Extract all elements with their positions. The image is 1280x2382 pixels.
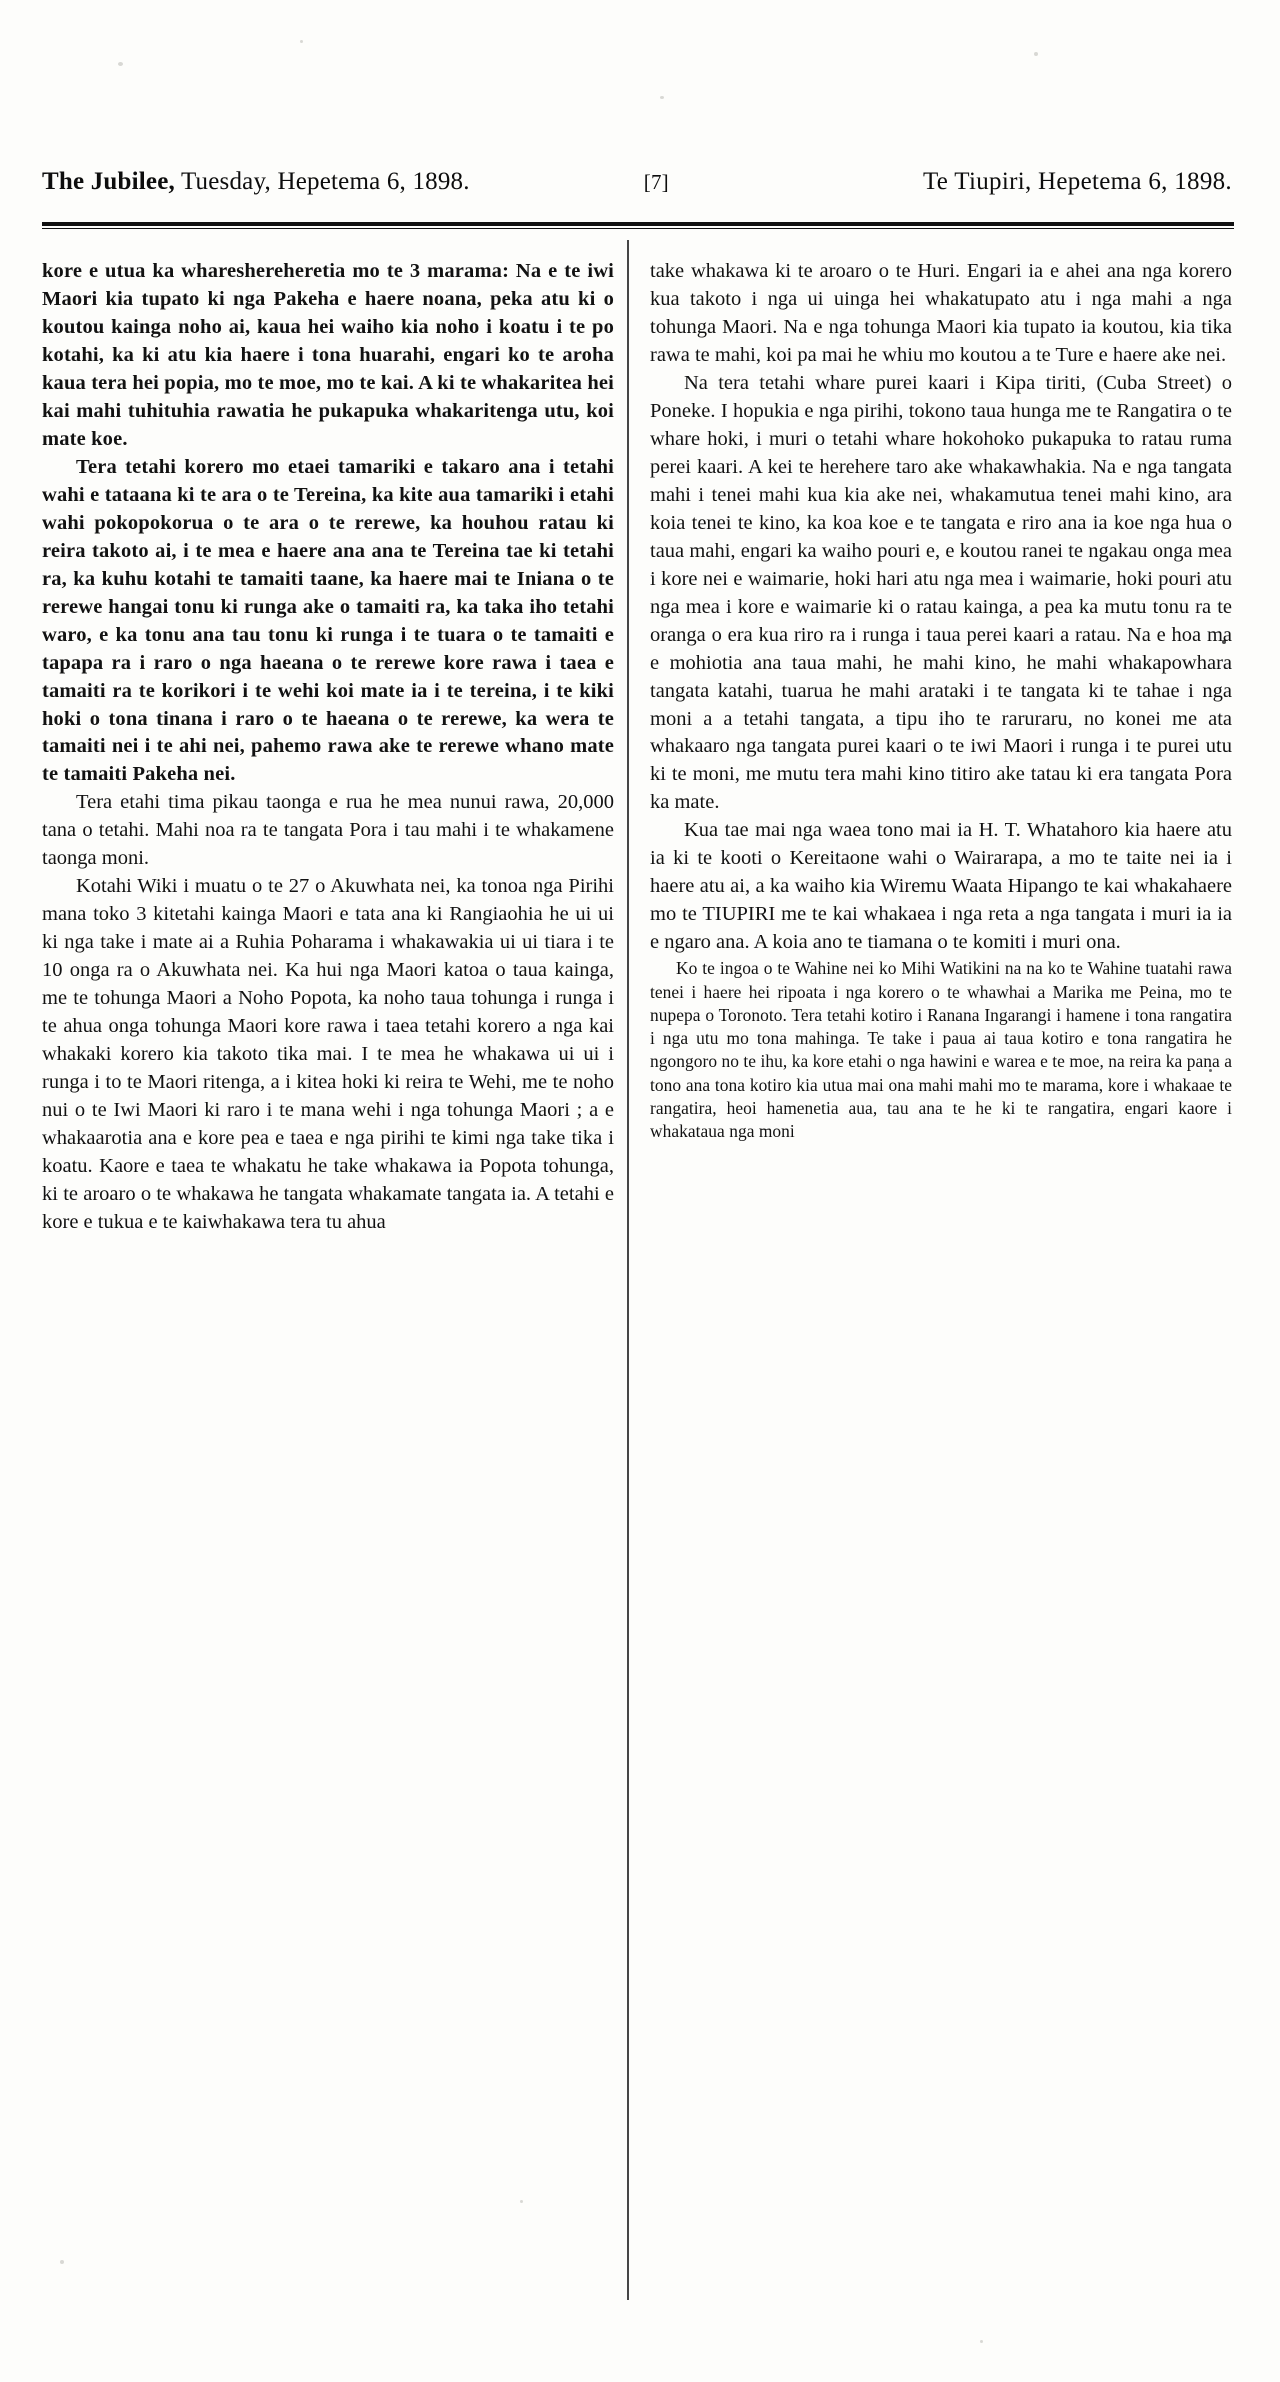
header-left-date: Tuesday, Hepetema 6, 1898. (174, 168, 470, 195)
paper-speck (660, 96, 664, 99)
column-divider (627, 240, 629, 2300)
paragraph: Kua tae mai nga waea tono mai ia H. T. Whatahoro kia haere atu ia ki te kooti o Kereitaone wahi o Wairarapa, a mo te taite nei ia i haere atu ai, a ka waiho kia Wiremu Waata Hipango te kai whakahaere mo te TIUPIRI me te kai whakaea i nga reta a nga tangata i muri ia ia e ngaro ana. A koia ano te tiamana o te komiti i muri ona. (650, 819, 1232, 954)
paper-speck (300, 40, 303, 43)
paper-speck (520, 2200, 523, 2203)
paper-speck (1034, 52, 1038, 56)
header-rule-thin (42, 228, 1234, 229)
paragraph-small: Ko te ingoa o te Wahine nei ko Mihi Watikini na na ko te Wahine tuatahi rawa tenei i haere hei ripoata i nga korero o te whawhai a Marika me Peina, mo te nupepa o Toronoto. Tera tetahi kotiro i Ranana Ingarangi i hamene i tona rangatira i nga utu mo tona mahinga. Te take i paua ai taua kotiro e tona rangatira he ngongoro no te ihu, ka kore etahi o nga hawini e warea e te moe, na reira ka pana a tono ana tona kotiro kia utua mai ona mahi mahi mo te marama, kore i whakaae te rangatira, heoi hamenetia aua, tau ana te he ki te rangatira, engari kaore i whakataua nga moni (650, 958, 1232, 1142)
header-rule (42, 222, 1234, 226)
paragraph: take whakawa ki te aroaro o te Huri. Engari ia e ahei ana nga korero kua takoto i nga ui uinga hei whakatupato atu i nga mahi a nga tohunga Maori. Na e nga tohunga Maori kia tupato ia koutou, kia tika rawa te mahi, koi pa mai he whiu mo koutou a te Ture e haere ake nei. (650, 260, 1232, 366)
paragraph: Tera tetahi korero mo etaei tamariki e takaro ana i tetahi wahi e tataana ki te ara o te Tereina, ka kite aua tamariki i etahi wahi pokopokorua o te ara o te rerewe, ka houhou ratau ki reira takoto ai, i te mea e haere ana ana te Tereina tae ki tetahi ra, ka kuhu kotahi te tamaiti taane, ka haere mai te Iniana o te rerewe hangai tonu ki runga ake o tamaiti ra, ka taka iho tetahi waro, e ka tonu ana tau tonu ki runga i te tuara o te tamaiti e tapapa ra i raro o nga haeana o te rerewe kore rawa i taea e tamaiti ra te korikori i te wehi koi mate ia i te tereina, i te kiki hoki o tona tinana i raro o te haeana o te rerewe, ka wera te tamaiti nei i te ahi nei, pahemo rawa ake te rerewe whano mate te tamaiti Pakeha nei. (42, 455, 614, 786)
page-number: [7] (643, 170, 669, 194)
left-column (42, 258, 614, 1237)
header-right: Te Tiupiri, Hepetema 6, 1898. (922, 168, 1232, 195)
paper-speck (60, 2260, 64, 2264)
header-left (42, 168, 470, 196)
paragraph: Kotahi Wiki i muatu o te 27 o Akuwhata nei, ka tonoa nga Pirihi mana toko 3 kitetahi kainga Maori e tata ana ki Rangiaohia he ui ui ki nga take i mate ai a Ruhia Poharama i whakawakia ui ui tiara i te 10 onga ra o Akuwhata nei. Ka hui nga Maori katoa o taua kainga, me te tohunga Maori a Noho Popota, ka noho taua tohunga i runga i te ahua onga tohunga Maori kore rawa i taea tetahi korero a nga kai whakaki korero kia takoto tika mai. I te mea he whakawa ui ui i runga i to te Maori ritenga, a i kitea hoki ki reira te Wehi, me te noho nui o te Iwi Maori ki raro i te mana wehi i nga tohunga Maori ; a e whakaarotia ana e kore pea e taea e nga pirihi te kimi nga take tika i koatu. Kaore e taea te whakatu he take whakawa ia Popota tohunga, ki te aroaro o te whakawa he tangata whakamate tangata ia. A tetahi e kore e tukua e te kaiwhakawa tera tu ahua (42, 875, 614, 1233)
page-header (42, 168, 1232, 202)
paragraph: Na tera tetahi whare purei kaari i Kipa tiriti, (Cuba Street) o Poneke. I hopukia e nga pirihi, tokono taua hunga me te Rangatira o te whare hoki, i muri o tetahi whare hokohoko pukapuka to ratau ruma perei kaari. A kei te herehere taro ake whakawhakia. Na e nga tangata mahi i tenei mahi kua kia ake nei, whakamutua tenei mahi kino, ara koia tenei te kino, ka koa koe e te tangata e riro ana ia koe nga hua o taua mahi, engari ka waiho pouri e, e koutou ranei te ngakau onga mea i kore nei e waimarie, hoki hari atu nga mea i waimarie, hoki pouri atu nga mea i kore e waimarie ki o ratau kainga, a pea ka mutu tonu ra te oranga o era kua riro ra i runga i taua perei kaari a ratau. Na e hoa ma e mohiotia ana taua mahi, he mahi kino, he mahi whakapowhara tangata katahi, tuarua he mahi arataki i te tangata ki te tahae i nga moni a a tetahi tangata, a tipu iho te raruraru, no konei me ata whakaaro nga tangata purei kaari o te iwi Maori i runga i te purei utu ki te moni, me mutu tera mahi kino titiro ake tatau ki era tangata Pora ka mate. (650, 371, 1232, 814)
publication-title: The Jubilee, (42, 168, 175, 195)
paragraph: Tera etahi tima pikau taonga e rua he mea nunui rawa, 20,000 tana o tetahi. Mahi noa ra te tangata Pora i tau mahi i te whakamene taonga moni. (42, 791, 614, 870)
right-column (650, 258, 1232, 1144)
paper-speck (118, 62, 123, 66)
paragraph: kore e utua ka whareshereheretia mo te 3 marama: Na e te iwi Maori kia tupato ki nga Pakeha e haere noana, peka atu ki o koutou kainga noho ai, kaua hei waiho kia noho i koatu i te po kotahi, ka ki atu kia haere i tona huarahi, engari ko te aroha kaua tera hei popia, mo te moe, mo te kai. A ki te whakaritea hei kai mahi tuhituhia rawatia he pukapuka whakaritenga utu, koi mate koe. (42, 260, 614, 450)
paper-speck (980, 2340, 983, 2343)
